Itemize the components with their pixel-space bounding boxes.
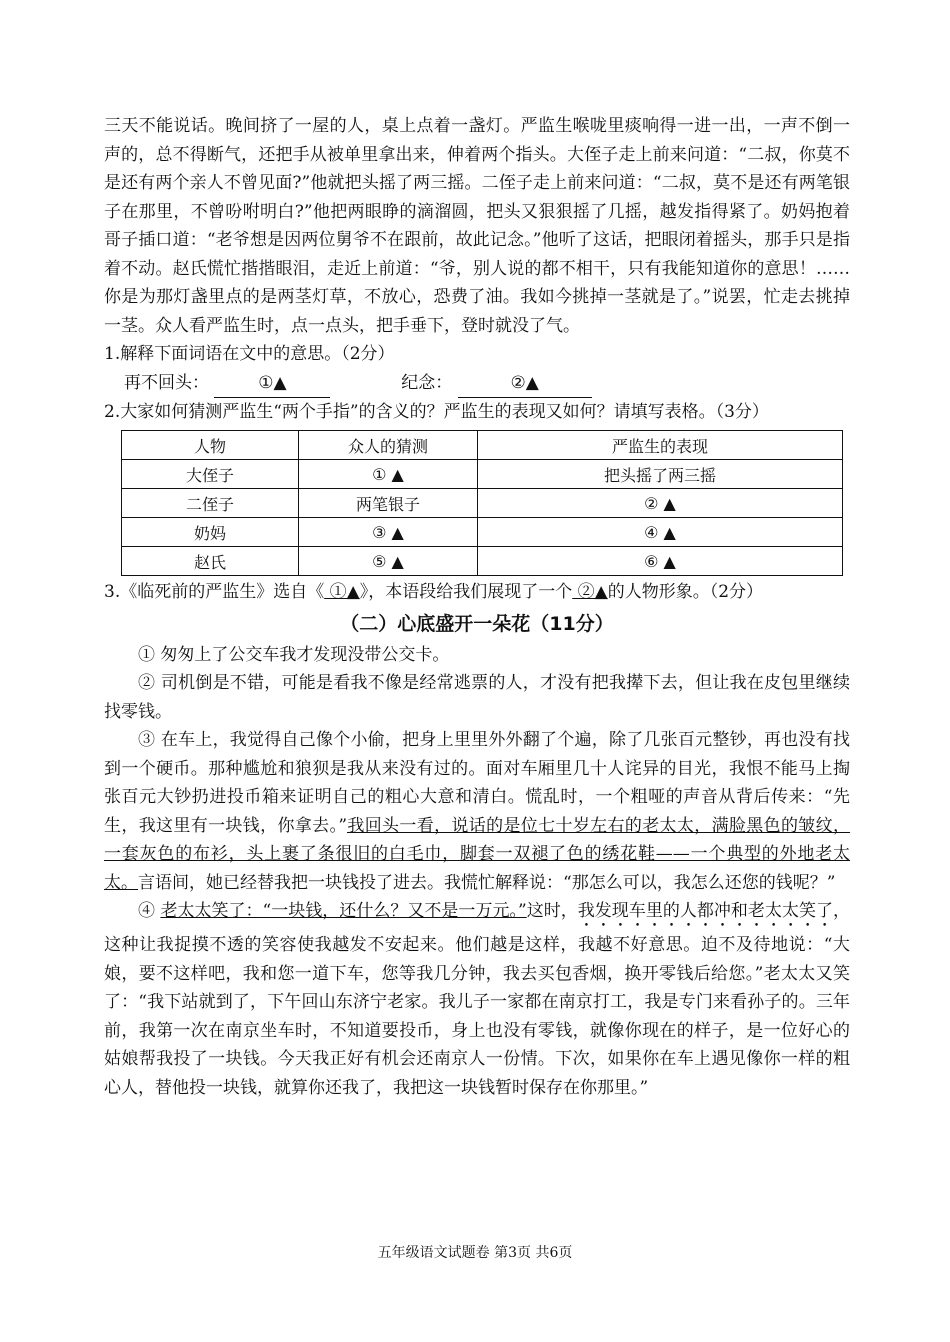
story-text: 言语间，她已经替我把一块钱投了进去。我慌忙解释说：“那怎么可以，我怎么还您的钱呢？”: [138, 872, 836, 893]
question-1-blanks: [104, 369, 850, 398]
paragraph-number: ④: [138, 901, 161, 921]
word-1-label: 再不回头：: [124, 372, 209, 393]
story-paragraph-2: ② 司机倒是不错，可能是看我不像是经常逃票的人，才没有把我撵下去，但让我在皮包里继续找零钱。: [104, 673, 850, 722]
question-3-prefix: 3.《临死前的严监生》选自《: [104, 582, 325, 602]
table-cell[interactable]: ③ ▲: [299, 518, 478, 547]
question-3-middle: 》，本语段给我们展现了一个: [359, 582, 573, 602]
section-title: （二）心底盛开一朵花（11分）: [340, 612, 614, 635]
table-header: 严监生的表现: [478, 431, 843, 460]
table-row: [122, 460, 843, 489]
question-3-suffix: 的人物形象。（2分）: [607, 582, 764, 602]
table-cell[interactable]: ① ▲: [299, 460, 478, 489]
exam-page: [104, 112, 850, 1102]
underlined-sentence: 老太太笑了：“一块钱，还什么？又不是一万元。”: [160, 901, 527, 921]
table-row: [122, 547, 843, 576]
table-header-row: [122, 431, 843, 460]
word-2-label: 纪念：: [401, 372, 453, 393]
table-cell: 两笔银子: [299, 489, 478, 518]
answer-blank-4[interactable]: ②▲: [572, 582, 608, 602]
answer-blank-3[interactable]: ①▲: [324, 582, 360, 602]
answer-blank-1[interactable]: ①▲: [214, 369, 330, 398]
answer-blank-2[interactable]: ②▲: [458, 369, 592, 398]
story-text: 这时，: [526, 901, 578, 921]
table-row: [122, 489, 843, 518]
table-cell: 把头摇了两三摇: [478, 460, 843, 489]
dotted-sentence: 我发现车里的人都冲和老太太笑了: [577, 901, 834, 921]
story-paragraph-4: [104, 897, 850, 1102]
question-3: [104, 578, 850, 607]
question-2: 2.大家如何猜测严监生“两个手指”的含义的？严监生的表现又如何？请填写表格。（3分）: [104, 401, 769, 422]
underlined-sentence: 我回头一看，说话的是位七十岁左右的老太太，满脸黑色的皱纹，一套灰色的布衫，头上裹了条很旧的白毛巾，脚套一双褪了色的绣花鞋——一个典型的外地老太太。: [104, 815, 850, 893]
story-paragraph-1: ① 匆匆上了公交车我才发现没带公交卡。: [138, 644, 450, 665]
table-cell[interactable]: ② ▲: [478, 489, 843, 518]
table-cell: 大侄子: [122, 460, 299, 489]
table-cell[interactable]: ⑥ ▲: [478, 547, 843, 576]
question-1: 1.解释下面词语在文中的意思。（2分）: [104, 344, 395, 364]
table-cell: 奶妈: [122, 518, 299, 547]
story-text: ，这种让我捉摸不透的笑容使我越发不安起来。他们越是这样，我越不好意思。迫不及待地说：“大娘，要不这样吧，我和您一道下车，您等我几分钟，我去买包香烟，换开零钱后给您。”老太太又笑了：“我下站就到了，下午回山东济宁老家。我儿子一家都在南京打工，我是专门来看孙子的。三年前，我第一次在南京坐车时，不知道要投币，身上也没有零钱，就像你现在的样子，是一位好心的姑娘帮我投了一块钱。今天我正好有机会还南京人一份情。下次，如果你在车上遇见像你一样的粗心人，替他投一块钱，就算你还我了，我把这一块钱暂时保存在你那里。”: [104, 901, 851, 1098]
table-cell: 赵氏: [122, 547, 299, 576]
passage-paragraph: 三天不能说话。晚间挤了一屋的人，桌上点着一盏灯。严监生喉咙里痰响得一进一出，一声不倒一声的，总不得断气，还把手从被单里拿出来，伸着两个指头。大侄子走上前来问道：“二叔，你莫不是还有两个亲人不曾见面?”他就把头摇了两三摇。二侄子走上前来问道：“二叔，莫不是还有两笔银子在那里，不曾吩咐明白?”他把两眼睁的滴溜圆，把头又狠狠摇了几摇，越发指得紧了。奶妈抱着哥子插口道：“老爷想是因两位舅爷不在跟前，故此记念。”他听了这话，把眼闭着摇头，那手只是指着不动。赵氏慌忙揩揩眼泪，走近上前道：“爷，别人说的都不相干，只有我能知道你的意思！……你是为那灯盏里点的是两茎灯草，不放心，恐费了油。我如今挑掉一茎就是了。”说罢，忙走去挑掉一茎。众人看严监生时，点一点头，把手垂下，登时就没了气。: [104, 116, 850, 336]
table-cell: 二侄子: [122, 489, 299, 518]
table-header: 人物: [122, 431, 299, 460]
table-cell[interactable]: ④ ▲: [478, 518, 843, 547]
story-text: ③ 在车上，我觉得自己像个小偷，把身上里里外外翻了个遍，除了几张百元整钞，再也没有找到一个硬币。那种尴尬和狼狈是我从来没有过的。面对车厢里几十人诧异的目光，我恨不能马上掏张百元大钞扔进投币箱来证明自己的粗心大意和清白。慌乱时，一个粗哑的声音从背后传来：“先生，我这里有一块钱，你拿去。”: [104, 730, 850, 836]
answer-table: [121, 430, 843, 576]
table-row: [122, 518, 843, 547]
table-cell[interactable]: ⑤ ▲: [299, 547, 478, 576]
story-paragraph-3: [104, 726, 850, 897]
page-footer: 五年级语文试题卷 第3页 共6页: [377, 1245, 573, 1261]
table-header: 众人的猜测: [299, 431, 478, 460]
